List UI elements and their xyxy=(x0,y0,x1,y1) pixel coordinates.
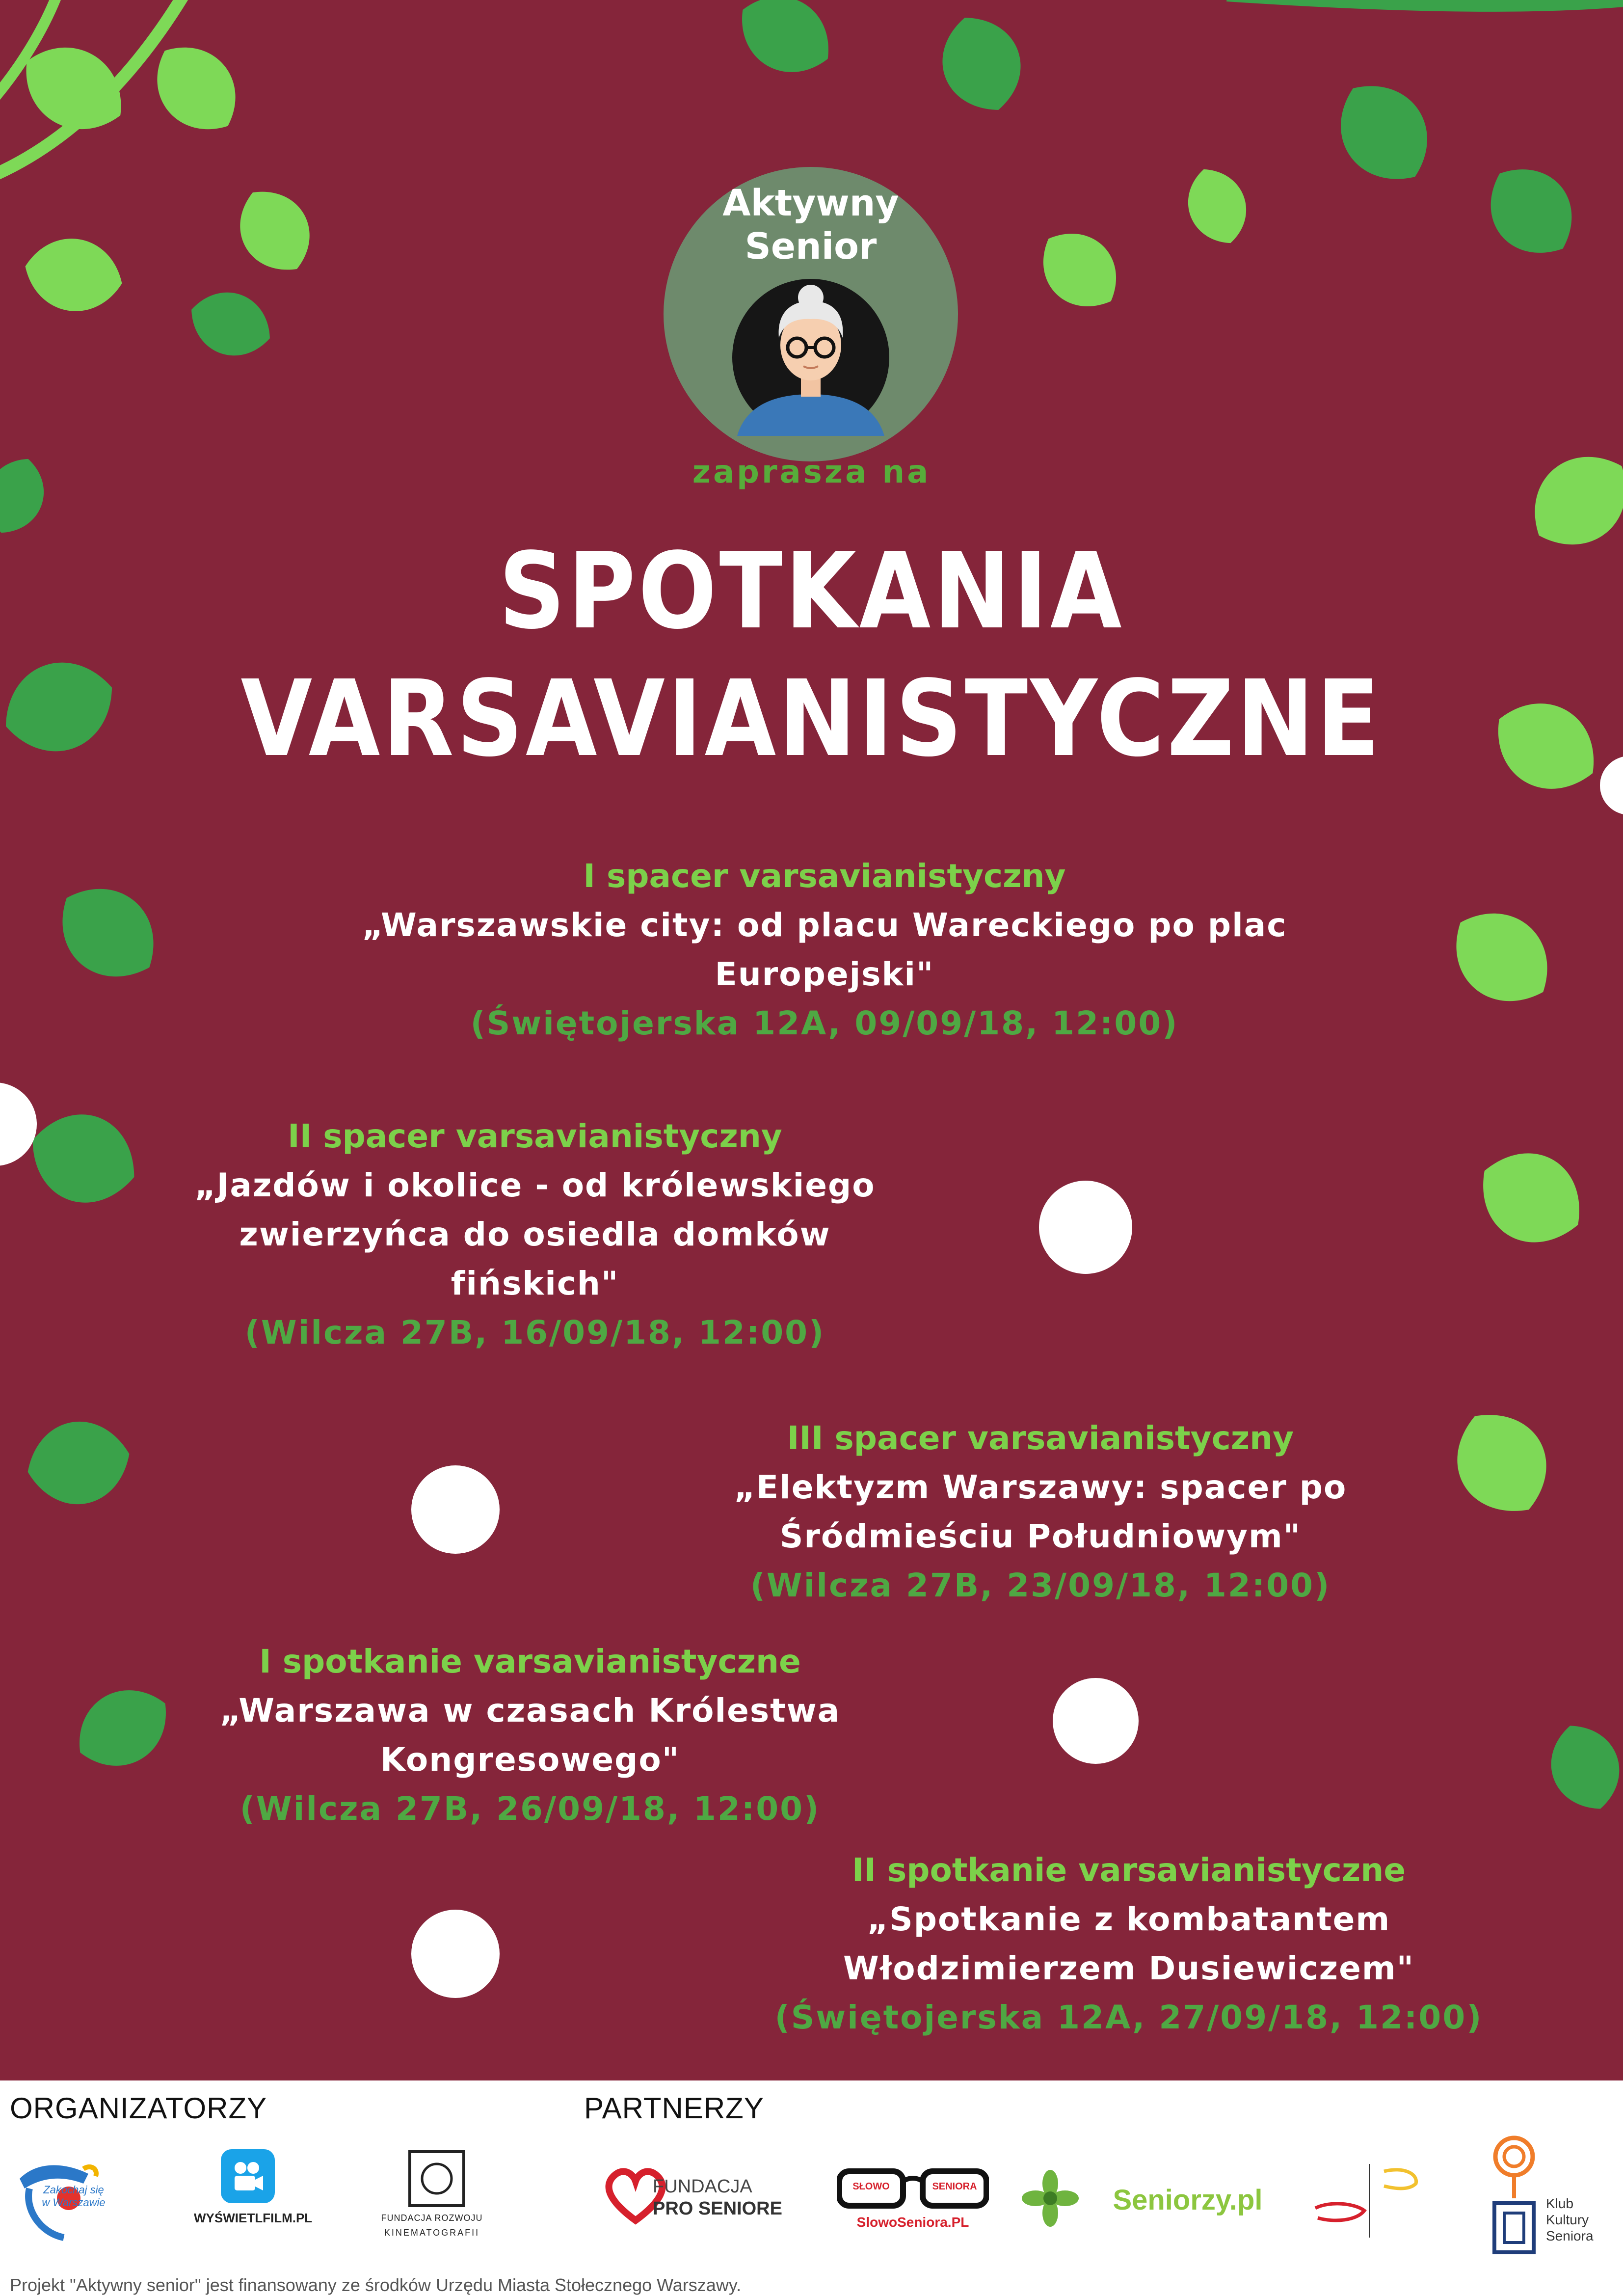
wyswietlfilm-logo xyxy=(194,2149,313,2247)
event-title: III spacer varsavianistyczny xyxy=(787,1419,1294,1457)
fundacja-rozwoju-logo xyxy=(373,2149,491,2252)
sponsors-footer xyxy=(0,2080,1623,2296)
event-title: II spotkanie varsavianistyczne xyxy=(851,1851,1406,1889)
event-title: I spotkanie varsavianistyczne xyxy=(259,1643,801,1680)
film-frame-icon xyxy=(373,2149,491,2208)
event-name-line: „Elektyzm Warszawy: spacer po xyxy=(734,1468,1347,1506)
event-name-line: „Warszawskie city: od placu Wareckiego po plac xyxy=(362,906,1287,944)
aktywny-senior-badge xyxy=(664,167,958,461)
slowo-seniora-logo xyxy=(837,2166,989,2235)
slowo-left-text: SŁOWO xyxy=(852,2181,890,2192)
klub-text-2: Kultury xyxy=(1546,2212,1589,2227)
camera-icon xyxy=(221,2149,275,2203)
funding-note: Projekt "Aktywny senior" jest finansowany ze środków Urzędu Miasta Stołecznego Warszawy. xyxy=(10,2275,742,2295)
event-name-line: zwierzyńca do osiedla domków xyxy=(239,1216,831,1253)
zakochaj-text: Zakochaj się w Warszawie xyxy=(42,2184,106,2209)
decor-dot-3 xyxy=(1053,1678,1139,1764)
decor-dot-2 xyxy=(411,1465,500,1554)
pro-seniore-logo xyxy=(604,2166,795,2230)
event-meta: (Wilcza 27B, 26/09/18, 12:00) xyxy=(239,1790,821,1828)
klub-kultury-logo xyxy=(1487,2134,1615,2262)
organizers-label: ORGANIZATORZY xyxy=(10,2092,267,2125)
fundacja-rozwoju-text-1: FUNDACJA ROZWOJU xyxy=(381,2213,483,2223)
pro-seniore-text-1: FUNDACJA xyxy=(653,2176,752,2197)
event-title: I spacer varsavianistyczny xyxy=(583,857,1066,895)
event-name-line: Śródmieściu Południowym" xyxy=(779,1517,1302,1555)
pro-seniore-text-2: PRO SENIORE xyxy=(653,2198,782,2219)
klub-text-1: Klub xyxy=(1546,2196,1574,2211)
event-name-line: „Spotkanie z kombatantem xyxy=(867,1900,1391,1938)
event-1 xyxy=(344,852,1305,1048)
headline-line-1: SPOTKANIA xyxy=(499,530,1124,652)
partners-label: PARTNERZY xyxy=(584,2092,764,2125)
fundacja-rozwoju-text-2: KINEMATOGRAFII xyxy=(384,2228,480,2238)
event-name-line: Kongresowego" xyxy=(380,1741,680,1779)
klub-text-3: Seniora xyxy=(1546,2228,1594,2243)
event-name-line: fińskich" xyxy=(451,1265,619,1302)
flower-icon xyxy=(1021,2169,1080,2228)
event-meta: (Świętojerska 12A, 27/09/18, 12:00) xyxy=(774,1999,1483,2036)
seniorzy-logo-text: Seniorzy.pl xyxy=(1113,2184,1263,2216)
event-name-line: „Jazdów i okolice - od królewskiego xyxy=(194,1166,876,1204)
event-title: II spacer varsavianistyczny xyxy=(288,1117,782,1155)
event-meta: (Wilcza 27B, 23/09/18, 12:00) xyxy=(750,1567,1331,1604)
event-3 xyxy=(677,1414,1404,1610)
decor-dot-4 xyxy=(411,1910,500,1998)
slowo-url-text: SlowoSeniora.PL xyxy=(856,2215,969,2230)
event-name-line: Europejski" xyxy=(715,955,934,993)
event-2 xyxy=(147,1112,923,1357)
hands-icon xyxy=(1310,2154,1438,2247)
senior-avatar-icon xyxy=(732,279,889,436)
cps-logo xyxy=(1310,2154,1438,2247)
badge-title: Aktywny Senior xyxy=(722,182,899,268)
event-4 xyxy=(186,1637,874,1834)
klub-spiral-icon xyxy=(1487,2134,1541,2257)
event-name-line: „Warszawa w czasach Królestwa xyxy=(219,1692,841,1729)
event-meta: (Świętojerska 12A, 09/09/18, 12:00) xyxy=(470,1004,1179,1042)
event-meta: (Wilcza 27B, 16/09/18, 12:00) xyxy=(244,1314,825,1351)
invite-text: zaprasza na xyxy=(692,454,931,490)
decor-dot-1 xyxy=(1039,1181,1132,1274)
wyswietlfilm-text: WYŚWIETLFILM.PL xyxy=(194,2211,313,2225)
green-flower-logo xyxy=(1021,2169,1080,2228)
slowo-right-text: SENIORA xyxy=(932,2181,977,2192)
event-name-line: Włodzimierzem Dusiewiczem" xyxy=(843,1949,1415,1987)
event-5 xyxy=(726,1846,1531,2042)
headline-line-2: VARSAVIANISTYCZNE xyxy=(240,658,1383,780)
zakochaj-logo xyxy=(10,2149,108,2247)
